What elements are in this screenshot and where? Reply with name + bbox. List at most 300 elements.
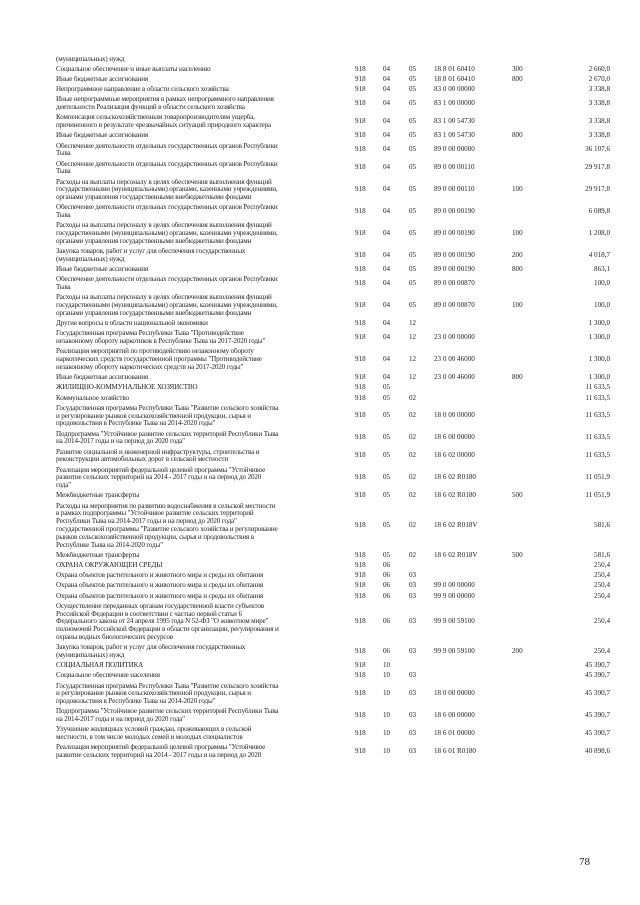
row-name-line: года" — [56, 481, 71, 490]
subsection-code: 05 — [409, 145, 417, 154]
amount: 4 018,7 — [588, 251, 610, 260]
row-name-line: и регулирование рынков сельскохозяйственной продукции, сырья и — [56, 411, 251, 420]
section-code: 06 — [383, 617, 391, 626]
target-article-code: 89 0 00 00190 — [434, 265, 475, 274]
row-name-line: и регулирование рынков сельскохозяйственной продукции, сырья и — [56, 689, 251, 698]
amount: 1 300,0 — [588, 373, 610, 382]
table-row — [0, 744, 640, 760]
row-name-line: Обеспечение деятельности отдельных государственных органов Республики — [56, 204, 278, 212]
grbs-code: 918 — [355, 689, 366, 698]
expense-type-code: 100 — [512, 301, 523, 310]
target-article-code: 89 0 00 00000 — [434, 145, 475, 154]
subsection-code: 03 — [409, 671, 417, 680]
grbs-code: 918 — [355, 617, 366, 626]
subsection-code: 05 — [409, 251, 417, 260]
table-row — [0, 132, 640, 140]
grbs-code: 918 — [355, 661, 366, 670]
table-row — [0, 330, 640, 346]
amount: 6 089,8 — [588, 207, 610, 216]
target-article-code: 99 0 00 00000 — [434, 581, 475, 590]
target-article-code: 18 6 02 R0180 — [434, 473, 476, 482]
row-name — [56, 467, 346, 491]
table-row — [0, 96, 640, 112]
row-name-line: Государственная программа Республики Тыва "Противодействие — [56, 330, 244, 338]
amount: 11 633,5 — [585, 393, 610, 402]
grbs-code: 918 — [355, 647, 366, 656]
amount: 11 051,9 — [585, 491, 610, 500]
amount: 36 107,6 — [585, 145, 610, 154]
row-name-line: государственной программы "Развитие сельского хозяйства и регулирование — [56, 525, 278, 534]
section-code: 05 — [383, 521, 391, 530]
section-code: 10 — [383, 671, 391, 680]
row-name-line: Тыва — [56, 149, 71, 158]
amount: 1 208,0 — [588, 229, 610, 238]
expense-type-code: 800 — [512, 373, 523, 382]
amount: 11 633,5 — [585, 451, 610, 460]
section-code: 04 — [383, 333, 391, 342]
target-article-code: 89 0 00 00190 — [434, 229, 475, 238]
amount: 40 898,6 — [585, 747, 610, 756]
amount: 100,0 — [594, 279, 610, 288]
subsection-code: 03 — [409, 711, 417, 720]
subsection-code: 02 — [409, 411, 417, 420]
section-code: 10 — [383, 689, 391, 698]
grbs-code: 918 — [355, 571, 366, 580]
row-name — [56, 330, 346, 346]
row-name-line: ОХРАНА ОКРУЖАЮЩЕЙ СРЕДЫ — [56, 562, 163, 570]
table-row — [0, 320, 640, 328]
amount: 250,4 — [594, 591, 610, 600]
row-name — [56, 132, 346, 140]
subsection-code: 03 — [409, 747, 417, 756]
row-name-line: Закупка товаров, работ и услуг для обеспечения государственных — [56, 248, 246, 256]
row-name — [56, 449, 346, 465]
grbs-code: 918 — [355, 229, 366, 238]
row-name-line: Социальное обеспечение населения — [56, 672, 160, 680]
target-article-code: 18 6 02 R018V — [434, 521, 478, 530]
section-code: 04 — [383, 185, 391, 194]
row-name-line: Охрана объектов растительного и животного мира и среды их обитания — [56, 582, 264, 590]
table-row — [0, 467, 640, 491]
subsection-code: 03 — [409, 617, 417, 626]
grbs-code: 918 — [355, 591, 366, 600]
grbs-code: 918 — [355, 393, 366, 402]
row-name-line: наркотических средств государственной программы "Противодействие — [56, 355, 262, 364]
row-name-line: СОЦИАЛЬНАЯ ПОЛИТИКА — [56, 662, 144, 670]
row-name-line: Республики Тыва на 2014-2017 годы и на период до 2020 года" — [56, 517, 237, 526]
subsection-code: 02 — [409, 451, 417, 460]
table-row — [0, 395, 640, 403]
grbs-code: 918 — [355, 319, 366, 328]
grbs-code: 918 — [355, 561, 366, 570]
section-code: 04 — [383, 99, 391, 108]
row-name — [56, 204, 346, 220]
row-name-line: Тыва — [56, 211, 71, 220]
target-article-code: 18 6 01 00000 — [434, 729, 475, 738]
row-name-line: местности, в том числе молодых семей и молодых специалистов — [56, 733, 243, 742]
subsection-code: 12 — [409, 373, 417, 382]
table-row — [0, 222, 640, 246]
section-code: 04 — [383, 279, 391, 288]
row-name-line: продовольствия в Республике Тыва на 2014-2020 годы" — [56, 697, 216, 706]
amount: 3 338,8 — [588, 85, 610, 94]
row-name-line: незаконному обороту наркотиков в Республике Тыва на 2017-2020 годы" — [56, 337, 266, 346]
row-name-line: развитие сельских территорий на 2014 - 2017 годы и на период до 2020 — [56, 473, 262, 482]
row-name-line: Подпрограмма "Устойчивое развитие сельских территорий Республики Тыва — [56, 708, 279, 716]
grbs-code: 918 — [355, 551, 366, 560]
row-name-line: (муниципальных) нужд — [56, 651, 125, 660]
amount: 45 390,7 — [585, 671, 610, 680]
row-name-line: Государственная программа Республики Тыва "Развитие сельского хозяйства — [56, 682, 279, 690]
target-article-code: 89 0 00 00190 — [434, 207, 475, 216]
subsection-code: 03 — [409, 689, 417, 698]
subsection-code: 03 — [409, 581, 417, 590]
amount: 11 633,5 — [585, 383, 610, 392]
section-code: 04 — [383, 145, 391, 154]
target-article-code: 18 6 00 00000 — [434, 711, 475, 720]
row-name-line: на 2014-2017 годы и на период до 2020 года" — [56, 437, 185, 446]
table-row — [0, 726, 640, 742]
row-name-line: охраны водных биологических ресурсов — [56, 633, 174, 642]
table-row — [0, 276, 640, 292]
row-name-line: Охрана объектов растительного и животного мира и среды их обитания — [56, 572, 264, 580]
row-name-line: Тыва — [56, 167, 71, 176]
grbs-code: 918 — [355, 521, 366, 530]
row-name — [56, 266, 346, 274]
section-code: 04 — [383, 75, 391, 84]
row-name-line: полномочий Российской Федерации в области организации, регулирования и — [56, 625, 279, 634]
target-article-code: 99 9 00 59100 — [434, 617, 475, 626]
subsection-code: 02 — [409, 473, 417, 482]
section-code: 04 — [383, 131, 391, 140]
grbs-code: 918 — [355, 383, 366, 392]
expense-type-code: 800 — [512, 131, 523, 140]
row-name-line: Развитие социальной и инженерной инфраструктуры, строительства и — [56, 448, 260, 456]
amount: 3 338,8 — [588, 117, 610, 126]
target-article-code: 18 6 02 R018V — [434, 551, 478, 560]
section-code: 04 — [383, 301, 391, 310]
subsection-code: 03 — [409, 729, 417, 738]
row-name — [56, 294, 346, 318]
grbs-code: 918 — [355, 163, 366, 172]
target-article-code: 99 9 00 59100 — [434, 647, 475, 656]
row-name-line: Социальное обеспечение и иные выплаты населению — [56, 66, 211, 74]
row-name-line: деятельности Реализация функций в области сельского хозяйства — [56, 103, 245, 112]
row-name — [56, 582, 346, 590]
table-row — [0, 204, 640, 220]
row-name-line: Реализация мероприятий федеральной целевой программы "Устойчивое — [56, 744, 266, 752]
row-name — [56, 552, 346, 560]
row-name — [56, 66, 346, 74]
table-row — [0, 708, 640, 724]
amount: 29 917,8 — [585, 163, 610, 172]
grbs-code: 918 — [355, 145, 366, 154]
row-name-line: Подпрограмма "Устойчивое развитие сельских территорий Республики Тыва — [56, 430, 279, 438]
row-name-line: государственными (муниципальными) органами, казенными учреждениями, — [56, 185, 278, 194]
amount: 11 051,9 — [585, 473, 610, 482]
amount: 250,4 — [594, 581, 610, 590]
section-code: 06 — [383, 647, 391, 656]
target-article-code: 99 9 00 00000 — [434, 591, 475, 600]
grbs-code: 918 — [355, 117, 366, 126]
section-code: 10 — [383, 729, 391, 738]
row-name-line: Компенсация сельскохозяйственным товаропроизводителям ущерба, — [56, 114, 255, 122]
subsection-code: 05 — [409, 163, 417, 172]
amount: 581,6 — [594, 521, 610, 530]
amount: 250,4 — [594, 617, 610, 626]
amount: 1 300,0 — [588, 319, 610, 328]
row-name — [56, 593, 346, 601]
row-name — [56, 726, 346, 742]
amount: 3 338,8 — [588, 131, 610, 140]
row-name-line: (муниципальных) нужд — [56, 56, 125, 63]
row-name — [56, 603, 346, 643]
row-name-line: Другие вопросы в области национальной экономики — [56, 320, 208, 328]
row-name-line: Коммунальное хозяйство — [56, 394, 129, 402]
table-row — [0, 56, 640, 64]
section-code: 05 — [383, 433, 391, 442]
table-row — [0, 672, 640, 680]
section-code: 04 — [383, 65, 391, 74]
row-name-line: Непрограммное направление в области сельского хозяйства — [56, 86, 229, 94]
row-name — [56, 222, 346, 246]
row-name-line: Иные бюджетные ассигнования — [56, 76, 149, 84]
row-name — [56, 572, 346, 580]
table-row — [0, 248, 640, 264]
amount: 2 660,0 — [588, 65, 610, 74]
amount: 1 300,0 — [588, 333, 610, 342]
row-name — [56, 503, 346, 550]
section-code: 06 — [383, 561, 391, 570]
amount: 45 390,7 — [585, 661, 610, 670]
target-article-code: 89 0 00 00190 — [434, 251, 475, 260]
row-name-line: Иные непрограммные мероприятия в рамках непрограммного направления — [56, 96, 274, 104]
row-name-line: Российской Федерации в соответствии с частью первой статьи 6 — [56, 609, 242, 618]
subsection-code: 02 — [409, 433, 417, 442]
row-name-line: Осуществление переданных органам государственной власти субъектов — [56, 602, 264, 610]
row-name-line: государственными (муниципальными) органами, казенными учреждениями, — [56, 229, 278, 238]
row-name-line: Закупка товаров, работ и услуг для обеспечения государственных — [56, 644, 246, 652]
row-name-line: Федерального закона от 24 апреля 1995 года N 52-ФЗ "О животном мире" — [56, 617, 269, 626]
subsection-code: 03 — [409, 591, 417, 600]
subsection-code: 05 — [409, 185, 417, 194]
target-article-code: 83 1 00 54730 — [434, 117, 475, 126]
grbs-code: 918 — [355, 671, 366, 680]
subsection-code: 02 — [409, 491, 417, 500]
section-code: 04 — [383, 207, 391, 216]
row-name-line: Республике Тыва на 2014-2020 годы" — [56, 541, 163, 550]
table-row — [0, 384, 640, 392]
section-code: 05 — [383, 551, 391, 560]
table-row — [0, 294, 640, 318]
subsection-code: 05 — [409, 131, 417, 140]
row-name-line: Иные бюджетные ассигнования — [56, 266, 149, 274]
grbs-code: 918 — [355, 251, 366, 260]
grbs-code: 918 — [355, 355, 366, 364]
table-row — [0, 449, 640, 465]
row-name-line: Охрана объектов растительного и животного мира и среды их обитания — [56, 592, 264, 600]
table-row — [0, 562, 640, 570]
subsection-code: 05 — [409, 229, 417, 238]
row-name-line: ЖИЛИЩНО-КОММУНАЛЬНОЕ ХОЗЯЙСТВО — [56, 384, 198, 392]
table-row — [0, 572, 640, 580]
target-article-code: 18 8 01 60410 — [434, 65, 475, 74]
grbs-code: 918 — [355, 75, 366, 84]
row-name-line: Межбюджетные трансферты — [56, 552, 140, 560]
section-code: 04 — [383, 163, 391, 172]
row-name — [56, 374, 346, 382]
row-name-line: Тыва — [56, 283, 71, 292]
row-name-line: Государственная программа Республики Тыва "Развитие сельского хозяйства — [56, 404, 279, 412]
section-code: 04 — [383, 251, 391, 260]
grbs-code: 918 — [355, 207, 366, 216]
amount: 863,1 — [594, 265, 610, 274]
grbs-code: 918 — [355, 131, 366, 140]
row-name-line: Обеспечение деятельности отдельных государственных органов Республики — [56, 142, 278, 150]
amount: 2 670,0 — [588, 75, 610, 84]
section-code: 04 — [383, 265, 391, 274]
table-row — [0, 603, 640, 643]
subsection-code: 05 — [409, 75, 417, 84]
page-number: 78 — [579, 856, 590, 868]
target-article-code: 83 0 00 00000 — [434, 85, 475, 94]
expense-type-code: 800 — [512, 75, 523, 84]
row-name-line: Расходы на мероприятия по развитию водоснабжения в сельской местности — [56, 502, 276, 510]
subsection-code: 05 — [409, 85, 417, 94]
amount: 45 390,7 — [585, 689, 610, 698]
amount: 250,4 — [594, 571, 610, 580]
table-row — [0, 179, 640, 203]
amount: 1 300,0 — [588, 355, 610, 364]
target-article-code: 23 0 00 46000 — [434, 355, 475, 364]
row-name — [56, 431, 346, 447]
section-code: 04 — [383, 85, 391, 94]
amount: 45 390,7 — [585, 711, 610, 720]
row-name — [56, 161, 346, 177]
target-article-code: 83 1 00 00000 — [434, 99, 475, 108]
row-name-line: органами управления государственными внебюджетными фондами — [56, 237, 252, 246]
amount: 45 390,7 — [585, 729, 610, 738]
target-article-code: 18 6 02 R0180 — [434, 491, 476, 500]
row-name-line: рынков сельскохозяйственной продукции, сырья и продовольствия в — [56, 533, 254, 542]
table-row — [0, 492, 640, 500]
table-row — [0, 66, 640, 74]
section-code: 06 — [383, 591, 391, 600]
subsection-code: 03 — [409, 647, 417, 656]
table-row — [0, 374, 640, 382]
grbs-code: 918 — [355, 65, 366, 74]
row-name — [56, 320, 346, 328]
row-name — [56, 562, 346, 570]
section-code: 05 — [383, 393, 391, 402]
amount: 250,4 — [594, 647, 610, 656]
section-code: 06 — [383, 571, 391, 580]
subsection-code: 05 — [409, 301, 417, 310]
row-name-line: причиненного в результате чрезвычайных ситуаций природного характера — [56, 121, 271, 130]
grbs-code: 918 — [355, 711, 366, 720]
amount: 100,0 — [594, 301, 610, 310]
target-article-code: 18 6 00 00000 — [434, 433, 475, 442]
subsection-code: 02 — [409, 393, 417, 402]
section-code: 05 — [383, 383, 391, 392]
section-code: 04 — [383, 319, 391, 328]
row-name-line: Расходы на выплаты персоналу в целях обеспечения выполнения функций — [56, 294, 272, 302]
expense-type-code: 800 — [512, 265, 523, 274]
row-name — [56, 492, 346, 500]
row-name-line: Межбюджетные трансферты — [56, 492, 140, 500]
table-row — [0, 431, 640, 447]
target-article-code: 18 0 00 00000 — [434, 689, 475, 698]
row-name-line: Иные бюджетные ассигнования — [56, 132, 149, 140]
section-code: 05 — [383, 411, 391, 420]
row-name-line: Расходы на выплаты персоналу в целях обеспечения выполнения функций — [56, 178, 272, 186]
amount: 11 633,5 — [585, 411, 610, 420]
row-name — [56, 405, 346, 429]
row-name — [56, 744, 346, 760]
row-name — [56, 276, 346, 292]
subsection-code: 05 — [409, 117, 417, 126]
table-row — [0, 683, 640, 707]
table-row — [0, 86, 640, 94]
subsection-code: 12 — [409, 319, 417, 328]
row-name — [56, 395, 346, 403]
expense-type-code: 200 — [512, 647, 523, 656]
row-name-line: незаконному обороту наркотических средств на 2017-2020 годы" — [56, 363, 244, 372]
row-name — [56, 683, 346, 707]
target-article-code: 89 0 00 00110 — [434, 185, 475, 194]
row-name — [56, 179, 346, 203]
section-code: 10 — [383, 711, 391, 720]
grbs-code: 918 — [355, 85, 366, 94]
expense-type-code: 100 — [512, 229, 523, 238]
target-article-code: 89 0 00 00110 — [434, 163, 475, 172]
target-article-code: 89 0 00 00870 — [434, 279, 475, 288]
subsection-code: 05 — [409, 279, 417, 288]
section-code: 04 — [383, 229, 391, 238]
grbs-code: 918 — [355, 433, 366, 442]
grbs-code: 918 — [355, 451, 366, 460]
subsection-code: 05 — [409, 207, 417, 216]
section-code: 05 — [383, 491, 391, 500]
table-row — [0, 405, 640, 429]
grbs-code: 918 — [355, 581, 366, 590]
row-name-line: Реализация мероприятий по противодействию незаконному обороту — [56, 348, 254, 356]
grbs-code: 918 — [355, 491, 366, 500]
row-name-line: на 2014-2017 годы и на период до 2020 года" — [56, 715, 185, 724]
row-name — [56, 56, 346, 64]
target-article-code: 23 0 00 00000 — [434, 333, 475, 342]
row-name-line: продовольствия в Республике Тыва на 2014-2020 годы" — [56, 419, 216, 428]
table-row — [0, 266, 640, 274]
row-name — [56, 662, 346, 670]
amount: 250,4 — [594, 561, 610, 570]
row-name-line: органами управления государственными внебюджетными фондами — [56, 309, 252, 318]
row-name — [56, 248, 346, 264]
subsection-code: 05 — [409, 265, 417, 274]
row-name — [56, 76, 346, 84]
target-article-code: 18 6 02 00000 — [434, 451, 475, 460]
section-code: 05 — [383, 473, 391, 482]
table-row — [0, 593, 640, 601]
table-row — [0, 552, 640, 560]
subsection-code: 12 — [409, 355, 417, 364]
grbs-code: 918 — [355, 333, 366, 342]
grbs-code: 918 — [355, 185, 366, 194]
grbs-code: 918 — [355, 301, 366, 310]
target-article-code: 89 0 00 00870 — [434, 301, 475, 310]
table-row — [0, 503, 640, 550]
expense-type-code: 100 — [512, 185, 523, 194]
